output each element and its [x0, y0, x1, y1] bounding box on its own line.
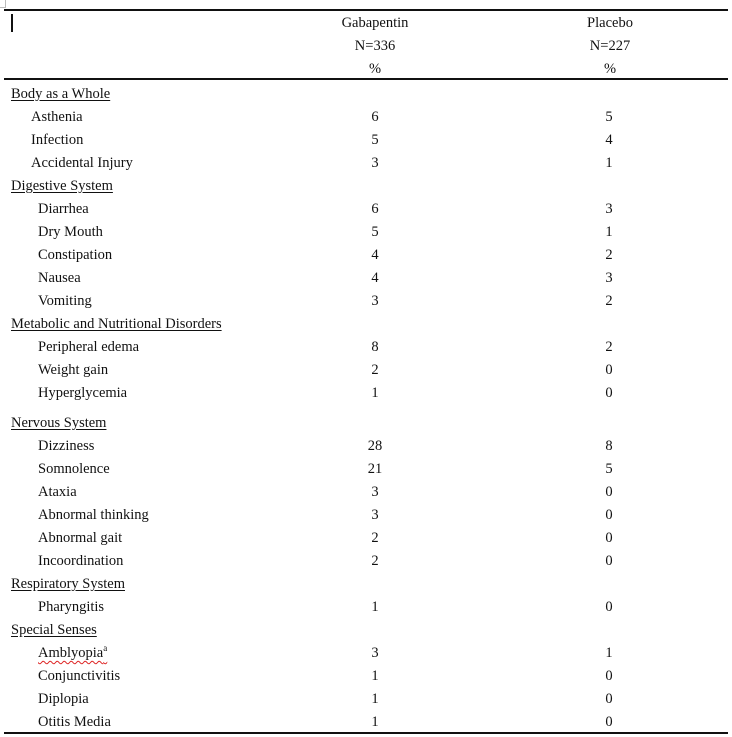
row-label: Pharyngitis [38, 599, 105, 615]
placebo-value: 2 [605, 293, 613, 309]
placebo-value: 0 [605, 599, 613, 615]
row-label: Diarrhea [38, 201, 89, 217]
category-row [0, 412, 732, 435]
table-row [0, 359, 732, 382]
category-row [0, 175, 732, 198]
row-label-text: Amblyopia [38, 645, 104, 661]
row-label: Abnormal gait [38, 530, 123, 546]
table-row [0, 290, 732, 313]
column-unit: % [368, 61, 382, 77]
gabapentin-value: 1 [371, 714, 379, 730]
table-row [0, 711, 732, 734]
row-label: Peripheral edema [38, 339, 140, 355]
gabapentin-value: 5 [371, 224, 379, 240]
table-top-rule [4, 9, 728, 11]
category-label: Nervous System [11, 415, 107, 431]
column-name: Placebo [587, 15, 633, 31]
table-row [0, 435, 732, 458]
gabapentin-value: 1 [371, 691, 379, 707]
placebo-value: 0 [605, 484, 613, 500]
gabapentin-value: 2 [371, 362, 379, 378]
text-cursor [11, 14, 13, 32]
footnote-marker: a [103, 643, 108, 654]
placebo-value: 8 [605, 438, 613, 454]
gabapentin-value: 6 [371, 109, 379, 125]
table-row [0, 198, 732, 221]
table-row [0, 481, 732, 504]
category-label: Metabolic and Nutritional Disorders [11, 316, 222, 332]
table-row [0, 527, 732, 550]
placebo-value: 0 [605, 691, 613, 707]
placebo-value: 0 [605, 714, 613, 730]
category-row [0, 313, 732, 336]
table-row [0, 267, 732, 290]
gabapentin-value: 2 [371, 530, 379, 546]
column-header-placebo [540, 12, 680, 81]
placebo-value: 3 [605, 201, 613, 217]
placebo-value: 0 [605, 553, 613, 569]
row-label: Asthenia [31, 109, 83, 125]
table-bottom-rule [4, 732, 728, 734]
gabapentin-value: 5 [371, 132, 379, 148]
spellcheck-flagged-text [38, 645, 107, 661]
table-row [0, 221, 732, 244]
gabapentin-value: 21 [367, 461, 383, 477]
row-label: Somnolence [38, 461, 110, 477]
column-n: N=227 [589, 38, 631, 54]
row-label: Incoordination [38, 553, 124, 569]
category-label: Body as a Whole [11, 86, 111, 102]
row-label: Accidental Injury [31, 155, 133, 171]
gabapentin-value: 4 [371, 247, 379, 263]
gabapentin-value: 1 [371, 385, 379, 401]
gabapentin-value: 28 [367, 438, 383, 454]
placebo-value: 0 [605, 362, 613, 378]
table-row [0, 458, 732, 481]
row-label: Infection [31, 132, 84, 148]
column-unit: % [603, 61, 617, 77]
row-label: Otitis Media [38, 714, 111, 730]
column-header-gabapentin [305, 12, 445, 81]
placebo-value: 4 [605, 132, 613, 148]
category-label: Special Senses [11, 622, 97, 638]
table-row [0, 550, 732, 573]
gabapentin-value: 6 [371, 201, 379, 217]
row-label: Dizziness [38, 438, 95, 454]
gabapentin-value: 3 [371, 484, 379, 500]
row-label [38, 642, 107, 665]
placebo-value: 2 [605, 247, 613, 263]
row-label: Vomiting [38, 293, 92, 309]
placebo-value: 1 [605, 224, 613, 240]
table-row [0, 665, 732, 688]
row-label: Dry Mouth [38, 224, 103, 240]
gabapentin-value: 1 [371, 668, 379, 684]
table-row [0, 688, 732, 711]
category-row [0, 619, 732, 642]
table-row [0, 129, 732, 152]
placebo-value: 1 [605, 645, 613, 661]
gabapentin-value: 3 [371, 155, 379, 171]
row-label: Hyperglycemia [38, 385, 128, 401]
gabapentin-value: 4 [371, 270, 379, 286]
row-label: Nausea [38, 270, 81, 286]
table-row [0, 642, 732, 665]
column-name: Gabapentin [341, 15, 409, 31]
gabapentin-value: 2 [371, 553, 379, 569]
placebo-value: 3 [605, 270, 613, 286]
table-row [0, 106, 732, 129]
placebo-value: 5 [605, 461, 613, 477]
table-row [0, 382, 732, 405]
table-row [0, 152, 732, 175]
placebo-value: 5 [605, 109, 613, 125]
table-row [0, 336, 732, 359]
gabapentin-value: 3 [371, 507, 379, 523]
gabapentin-value: 8 [371, 339, 379, 355]
text-boundary-marker [0, 0, 6, 8]
placebo-value: 0 [605, 507, 613, 523]
row-label: Ataxia [38, 484, 77, 500]
placebo-value: 0 [605, 530, 613, 546]
category-row [0, 83, 732, 106]
column-n: N=336 [354, 38, 396, 54]
row-label: Abnormal thinking [38, 507, 149, 523]
row-label: Weight gain [38, 362, 109, 378]
table-row [0, 244, 732, 267]
category-row [0, 573, 732, 596]
placebo-value: 1 [605, 155, 613, 171]
placebo-value: 0 [605, 668, 613, 684]
gabapentin-value: 3 [371, 645, 379, 661]
category-label: Digestive System [11, 178, 113, 194]
header-rule [4, 78, 728, 80]
category-label: Respiratory System [11, 576, 125, 592]
row-label: Diplopia [38, 691, 89, 707]
table-row [0, 596, 732, 619]
row-label: Conjunctivitis [38, 668, 121, 684]
table-row [0, 504, 732, 527]
row-label: Constipation [38, 247, 113, 263]
placebo-value: 2 [605, 339, 613, 355]
gabapentin-value: 1 [371, 599, 379, 615]
gabapentin-value: 3 [371, 293, 379, 309]
placebo-value: 0 [605, 385, 613, 401]
